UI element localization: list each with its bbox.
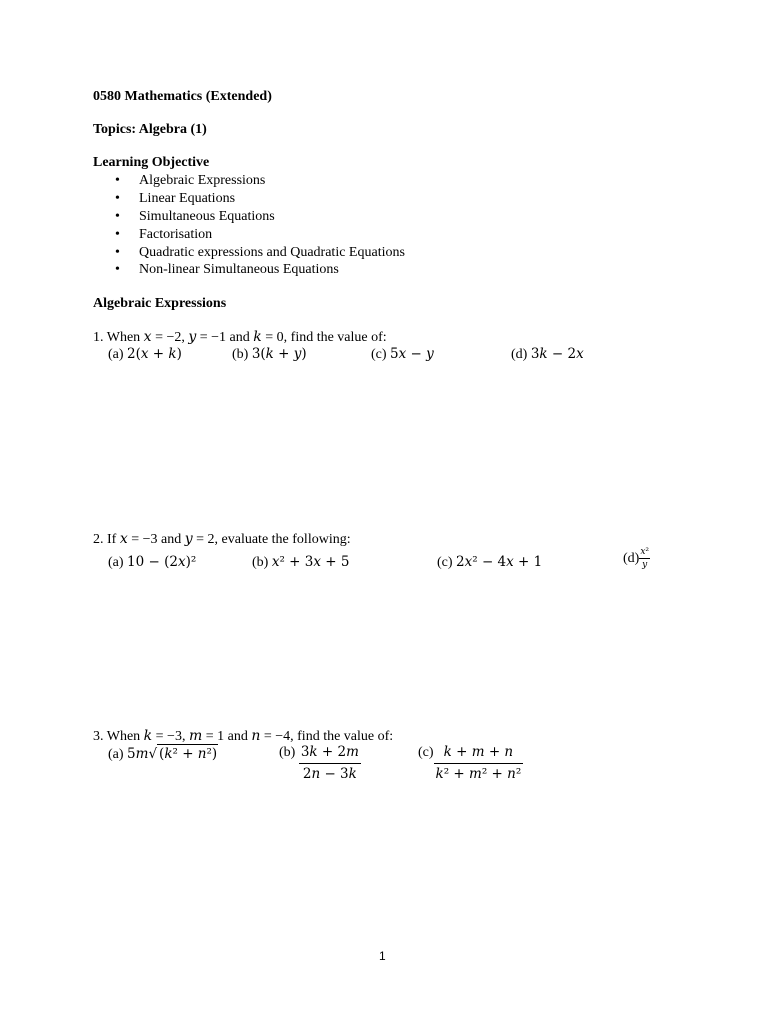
fraction-denominator: 2𝑛 − 3𝑘 xyxy=(302,765,357,782)
fraction-numerator: 𝑘 + 𝑚 + 𝑛 xyxy=(434,746,524,764)
question-3-part-b xyxy=(279,746,361,781)
part-expression: 10 − (2𝑥)² xyxy=(127,554,197,570)
objective-label: Non-linear Simultaneous Equations xyxy=(139,262,339,278)
fraction xyxy=(434,746,524,781)
part-label: (a) xyxy=(108,555,124,570)
question-2-part-c xyxy=(437,556,542,570)
bullet-icon: • xyxy=(115,208,120,224)
objective-label: Algebraic Expressions xyxy=(139,173,266,188)
part-label: (b) xyxy=(252,555,269,570)
list-item xyxy=(115,192,405,210)
part-label: (d) xyxy=(511,347,528,362)
list-item xyxy=(115,246,405,264)
bullet-icon: • xyxy=(115,190,120,206)
fraction-numerator: 3𝑘 + 2𝑚 xyxy=(299,746,361,764)
radicand: (𝑘² + 𝑛²) xyxy=(159,746,218,762)
part-expression: 3𝑘 − 2𝑥 xyxy=(530,346,584,362)
objective-label: Factorisation xyxy=(139,226,213,242)
part-expression: 𝑥² + 3𝑥 + 5 xyxy=(271,554,350,570)
question-2-stem: 2. If 𝑥 = −3 and 𝑦 = 2, evaluate the following: xyxy=(93,532,351,547)
objective-label: Simultaneous Equations xyxy=(139,208,275,224)
question-1-part-c xyxy=(371,348,434,362)
question-1-stem: 1. When 𝑥 = −2, 𝑦 = −1 and 𝑘 = 0, find the value of: xyxy=(93,330,387,345)
part-label: (c) xyxy=(371,347,387,362)
part-label: (c) xyxy=(437,555,453,570)
question-1-part-a xyxy=(108,348,182,362)
part-label: (a) xyxy=(108,747,124,762)
objective-label: Linear Equations xyxy=(139,190,236,206)
part-expression: 5𝑥 − 𝑦 xyxy=(390,346,434,362)
learning-objective-heading: Learning Objective xyxy=(93,155,210,170)
question-2-part-b xyxy=(252,556,349,570)
question-2-part-a xyxy=(108,556,196,570)
question-2-part-d xyxy=(623,548,650,570)
fraction xyxy=(639,548,650,570)
part-label: (b) xyxy=(232,347,249,362)
course-title: 0580 Mathematics (Extended) xyxy=(93,89,272,104)
question-1-part-b xyxy=(232,348,307,362)
section-heading: Algebraic Expressions xyxy=(93,296,227,311)
bullet-icon: • xyxy=(115,262,120,278)
part-expression: 2𝑥² − 4𝑥 + 1 xyxy=(456,554,543,570)
radical-sign-icon: √ xyxy=(148,746,158,762)
question-3-stem: 3. When 𝑘 = −3, 𝑚 = 1 and 𝑛 = −4, find the value of: xyxy=(93,729,394,744)
part-label: (c) xyxy=(418,745,434,760)
part-label: (d) xyxy=(623,551,640,567)
question-1-part-d xyxy=(511,348,584,362)
question-3-part-c xyxy=(418,746,523,781)
bullet-icon: • xyxy=(115,244,120,260)
part-label: (a) xyxy=(108,347,124,362)
fraction xyxy=(299,746,361,781)
part-expression: 2(𝑥 + 𝑘) xyxy=(127,346,182,362)
part-coefficient: 5𝑚 xyxy=(127,746,149,762)
question-3-part-a xyxy=(108,748,218,762)
list-item xyxy=(115,174,405,192)
fraction-denominator: 𝑘² + 𝑚² + 𝑛² xyxy=(435,765,522,782)
part-label: (b) xyxy=(279,745,296,760)
list-item xyxy=(115,210,405,228)
fraction-numerator: 𝑥² xyxy=(640,547,650,557)
fraction-denominator: 𝑦 xyxy=(642,560,648,570)
bullet-icon: • xyxy=(115,173,120,188)
list-item xyxy=(115,263,405,281)
part-expression: 3(𝑘 + 𝑦) xyxy=(251,346,307,362)
square-root xyxy=(148,748,218,762)
bullet-icon: • xyxy=(115,226,120,242)
list-item xyxy=(115,228,405,246)
topics-heading: Topics: Algebra (1) xyxy=(93,122,207,137)
page-number: 1 xyxy=(379,949,386,963)
objectives-list xyxy=(115,174,405,281)
objective-label: Quadratic expressions and Quadratic Equations xyxy=(139,244,405,260)
